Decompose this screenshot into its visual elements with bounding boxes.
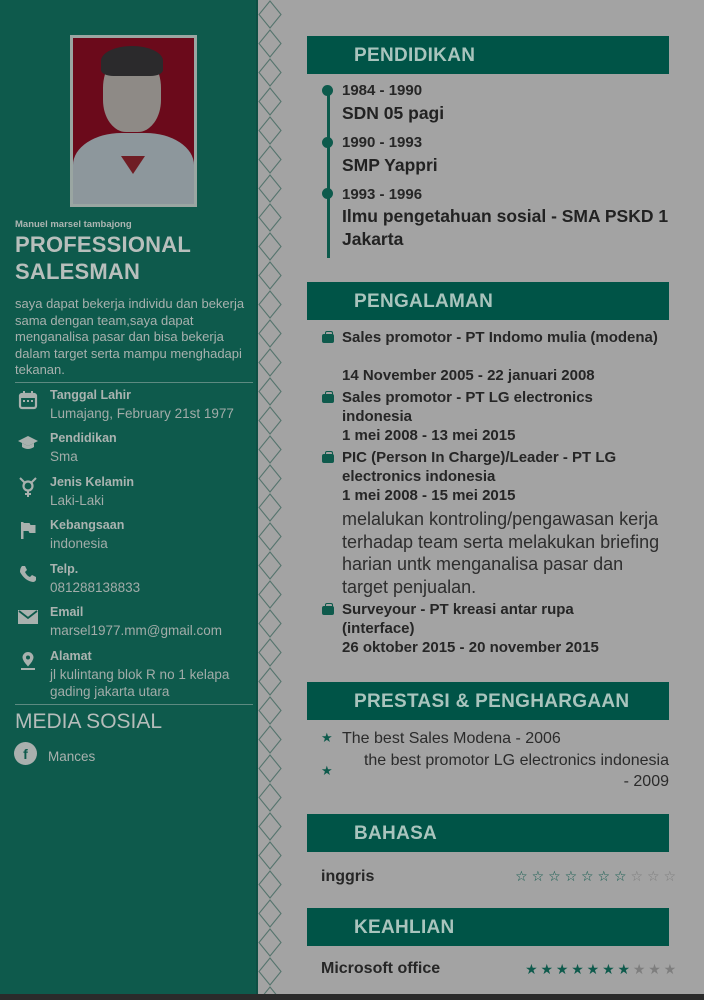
education-years: 1984 - 1990: [342, 82, 423, 99]
flag-icon: [18, 520, 38, 540]
info-label: Alamat: [50, 649, 92, 663]
star-active-icon: ★: [540, 961, 554, 977]
info-label: Pendidikan: [50, 431, 117, 445]
profile-summary: saya dapat bekerja individu dan bekerja sama dengan team,saya dapat menganalisa pasar dan bisa bekerja dalam target serta mampu menghadapi tekanan.: [15, 296, 245, 377]
section-header-awards: PRESTASI & PENGHARGAAN: [307, 682, 669, 720]
briefcase-icon: [322, 454, 334, 463]
star-icon: ★: [321, 730, 333, 745]
briefcase-icon: [322, 394, 334, 403]
info-label: Tanggal Lahir: [50, 388, 132, 402]
person-name: Manuel marsel tambajong: [15, 219, 132, 230]
experience-period: 14 November 2005 - 22 januari 2008: [342, 367, 595, 384]
info-label: Jenis Kelamin: [50, 475, 135, 489]
experience-period: 26 oktober 2015 - 20 november 2015: [342, 639, 599, 656]
star-active-icon: ☆: [515, 868, 528, 884]
language-name: inggris: [321, 868, 375, 885]
experience-description: melalukan kontroling/pengawasan kerja terhadap team serta melakukan briefing harian untk menganalisa pasar dan target penjualan.: [342, 509, 660, 597]
star-active-icon: ★: [586, 961, 600, 977]
star-inactive-icon: ★: [648, 961, 661, 977]
skill-rating: [524, 961, 677, 978]
info-label: Telp.: [50, 562, 79, 576]
graduation-cap-icon: [18, 433, 38, 453]
decorative-diamond-strip: [256, 0, 282, 994]
info-value: Sma: [50, 449, 78, 464]
divider: [15, 704, 253, 705]
calendar-icon: [18, 390, 38, 410]
section-header-education: PENDIDIKAN: [307, 36, 669, 74]
info-label: Kebangsaan: [50, 518, 125, 532]
timeline-dot: [322, 188, 333, 199]
info-value: indonesia: [50, 536, 108, 551]
star-active-icon: ★: [602, 961, 615, 977]
location-pin-icon: [18, 651, 38, 671]
info-value: jl kulintang blok R no 1 kelapa gading jakarta utara: [50, 667, 230, 699]
experience-role: Sales promotor - PT LG electronics indonesia: [342, 389, 593, 425]
education-school: SMP Yappri: [342, 155, 438, 175]
divider: [15, 382, 253, 383]
info-value: Laki-Laki: [50, 493, 105, 508]
award-item: The best Sales Modena - 2006: [342, 730, 561, 747]
info-value: Lumajang, February 21st 1977: [50, 406, 234, 421]
timeline-dot: [322, 85, 333, 96]
star-inactive-icon: ☆: [663, 868, 677, 884]
screen-bottom-edge: [0, 994, 704, 1000]
star-inactive-icon: ☆: [646, 868, 660, 884]
info-value: marsel1977.mm@gmail.com: [50, 623, 222, 638]
job-title: PROFESSIONAL SALESMAN: [15, 232, 191, 284]
phone-icon: [18, 564, 38, 584]
briefcase-icon: [322, 606, 334, 615]
education-years: 1990 - 1993: [342, 134, 423, 151]
section-header-experience: PENGALAMAN: [307, 282, 669, 320]
briefcase-icon: [322, 334, 334, 343]
sidebar: [0, 0, 256, 994]
language-rating: [514, 868, 677, 885]
section-header-skills: KEAHLIAN: [307, 908, 669, 946]
social-media-title: MEDIA SOSIAL: [15, 710, 163, 733]
star-active-icon: ☆: [614, 868, 627, 884]
star-inactive-icon: ☆: [630, 868, 644, 884]
info-value: 081288138833: [50, 580, 141, 595]
info-label: Email: [50, 605, 84, 619]
experience-role: Surveyour - PT kreasi antar rupa (interface): [342, 601, 574, 637]
facebook-icon[interactable]: f: [14, 742, 37, 765]
experience-period: 1 mei 2008 - 15 mei 2015: [342, 487, 516, 504]
section-header-languages: BAHASA: [307, 814, 669, 852]
experience-period: 1 mei 2008 - 13 mei 2015: [342, 427, 516, 444]
star-active-icon: ☆: [597, 868, 611, 884]
education-school: SDN 05 pagi: [342, 103, 445, 123]
skill-name: Microsoft office: [321, 960, 441, 977]
gender-icon: [18, 477, 38, 497]
star-active-icon: ★: [525, 961, 538, 977]
facebook-link[interactable]: Mances: [48, 749, 96, 764]
star-active-icon: ★: [555, 961, 569, 977]
timeline-dot: [322, 137, 333, 148]
profile-photo: [70, 35, 197, 207]
star-active-icon: ☆: [564, 868, 578, 884]
experience-role: Sales promotor - PT Indomo mulia (modena): [342, 329, 658, 346]
star-active-icon: ☆: [548, 868, 561, 884]
timeline-line: [327, 86, 330, 258]
experience-role: PIC (Person In Charge)/Leader - PT LG electronics indonesia: [342, 449, 617, 485]
star-active-icon: ☆: [531, 868, 545, 884]
star-inactive-icon: ★: [632, 961, 646, 977]
education-school: Ilmu pengetahuan sosial - SMA PSKD 1 Jakarta: [342, 206, 669, 249]
star-active-icon: ★: [571, 961, 584, 977]
education-years: 1993 - 1996: [342, 186, 423, 203]
star-active-icon: ☆: [581, 868, 594, 884]
star-inactive-icon: ★: [663, 961, 677, 977]
star-active-icon: ★: [617, 961, 631, 977]
award-item: the best promotor LG electronics indonesia - 2009: [363, 752, 669, 790]
email-icon: [18, 607, 38, 627]
star-icon: ★: [321, 763, 333, 778]
